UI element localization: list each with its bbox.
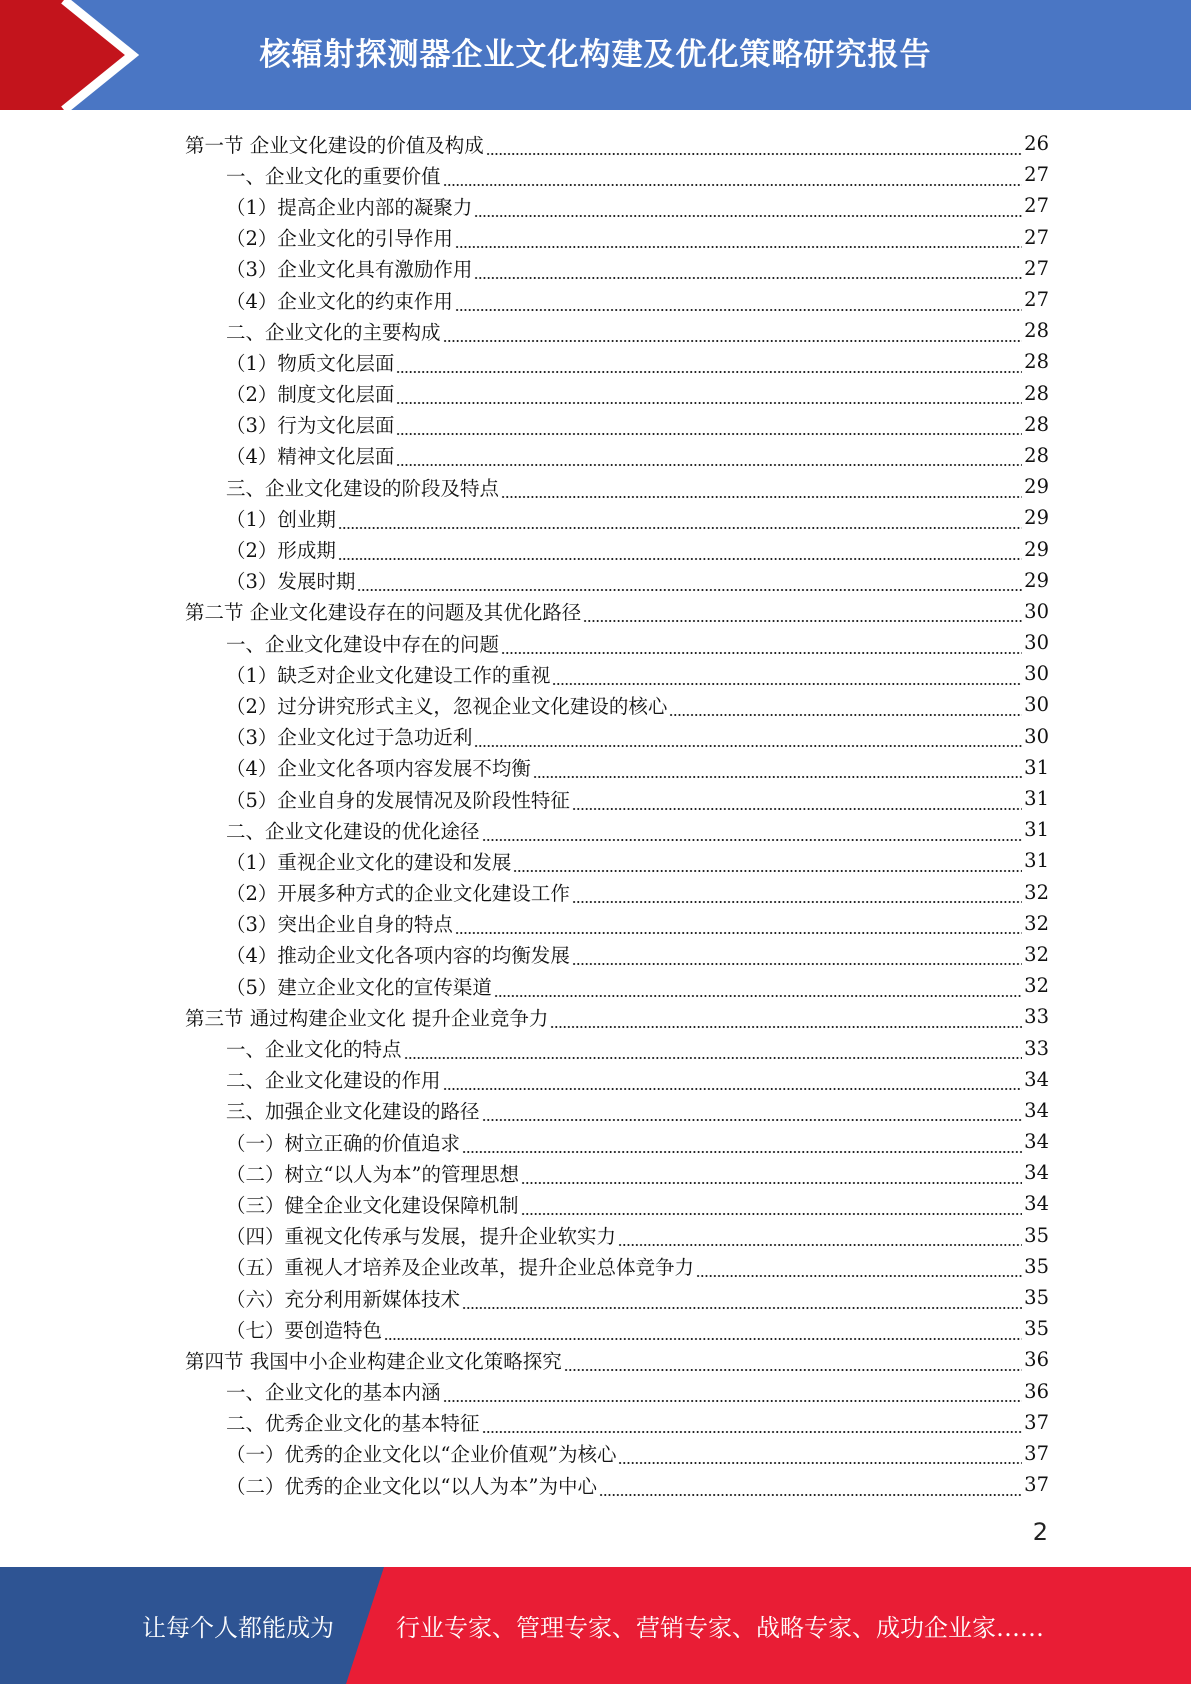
toc-entry-title: （1）重视企业文化的建设和发展 [226, 850, 512, 874]
toc-dot-leader [501, 481, 1022, 499]
toc-entry[interactable] [185, 1344, 1049, 1375]
toc-entry-page: 32 [1024, 911, 1049, 935]
toc-entry-page: 30 [1024, 599, 1049, 623]
toc-dot-leader [583, 605, 1022, 623]
toc-entry-page: 33 [1024, 1005, 1049, 1029]
toc-dot-leader [669, 699, 1022, 717]
toc-dot-leader [443, 169, 1023, 187]
footer-slogan-left: 让每个人都能成为 [142, 1614, 334, 1642]
toc-entry-page: 27 [1024, 194, 1049, 218]
toc-entry-page: 31 [1024, 849, 1049, 873]
toc-entry-page: 35 [1024, 1286, 1049, 1310]
toc-entry-title: （七）要创造特色 [226, 1318, 383, 1342]
toc-dot-leader [564, 1354, 1022, 1372]
toc-entry-page: 30 [1024, 693, 1049, 717]
toc-entry-page: 32 [1024, 880, 1049, 904]
toc-dot-leader [521, 1167, 1022, 1185]
toc-dot-leader [572, 948, 1022, 966]
toc-entry-title: （3）企业文化过于急功近利 [226, 726, 473, 750]
page-number: 2 [1032, 1518, 1048, 1546]
toc-entry-title: 第四节 我国中小企业构建企业文化策略探究 [185, 1349, 562, 1373]
toc-dot-leader [482, 1416, 1023, 1434]
toc-entry-title: 一、企业文化的基本内涵 [226, 1381, 441, 1405]
toc-dot-leader [474, 200, 1022, 218]
footer-slogan-right: 行业专家、管理专家、营销专家、战略专家、成功企业家…… [396, 1614, 1044, 1642]
toc-entry-title: （1）缺乏对企业文化建设工作的重视 [226, 663, 551, 687]
toc-entry-title: （五）重视人才培养及企业改革，提升企业总体竞争力 [226, 1256, 695, 1280]
toc-entry-title: （一）优秀的企业文化以“企业价值观”为核心 [226, 1443, 617, 1467]
toc-entry-page: 34 [1024, 1067, 1049, 1091]
toc-dot-leader [618, 1447, 1022, 1465]
toc-entry[interactable] [185, 1282, 1049, 1313]
toc-entry-page: 34 [1024, 1130, 1049, 1154]
toc-entry-title: （3）企业文化具有激励作用 [226, 258, 473, 282]
toc-entry-title: 一、企业文化的重要价值 [226, 164, 441, 188]
toc-entry-page: 31 [1024, 787, 1049, 811]
toc-entry-page: 27 [1024, 163, 1049, 187]
toc-entry-title: （4）精神文化层面 [226, 445, 395, 469]
toc-entry[interactable] [185, 1469, 1049, 1500]
toc-dot-leader [482, 1104, 1023, 1122]
toc-entry[interactable] [185, 1032, 1049, 1063]
toc-dot-leader [501, 637, 1022, 655]
toc-entry[interactable] [185, 222, 1049, 253]
toc-entry[interactable] [185, 1251, 1049, 1282]
toc-entry-title: （5）企业自身的发展情况及阶段性特征 [226, 788, 570, 812]
toc-entry-page: 35 [1024, 1317, 1049, 1341]
toc-dot-leader [533, 761, 1022, 779]
toc-dot-leader [550, 1011, 1022, 1029]
toc-entry[interactable] [185, 1095, 1049, 1126]
toc-entry[interactable] [185, 970, 1049, 1001]
toc-entry-page: 34 [1024, 1161, 1049, 1185]
toc-entry-title: 二、优秀企业文化的基本特征 [226, 1412, 480, 1436]
toc-dot-leader [482, 824, 1023, 842]
toc-dot-leader [338, 512, 1022, 530]
toc-entry-page: 34 [1024, 1098, 1049, 1122]
toc-entry-title: （5）建立企业文化的宣传渠道 [226, 975, 492, 999]
toc-dot-leader [552, 668, 1022, 686]
toc-entry[interactable] [185, 440, 1049, 471]
toc-entry-page: 35 [1024, 1254, 1049, 1278]
toc-entry-page: 27 [1024, 288, 1049, 312]
toc-entry[interactable] [185, 1407, 1049, 1438]
toc-entry[interactable] [185, 721, 1049, 752]
toc-dot-leader [474, 262, 1022, 280]
toc-dot-leader [396, 449, 1022, 467]
toc-entry[interactable] [185, 1313, 1049, 1344]
toc-dot-leader [396, 356, 1022, 374]
toc-dot-leader [384, 1323, 1022, 1341]
toc-entry-page: 37 [1024, 1441, 1049, 1465]
toc-entry-page: 30 [1024, 631, 1049, 655]
toc-entry[interactable] [185, 908, 1049, 939]
toc-entry-page: 37 [1024, 1473, 1049, 1497]
toc-dot-leader [443, 1073, 1023, 1091]
report-header [0, 0, 1191, 110]
toc-entry-title: 第三节 通过构建企业文化 提升企业竞争力 [185, 1006, 549, 1030]
toc-entry-page: 35 [1024, 1223, 1049, 1247]
toc-dot-leader [462, 1136, 1022, 1154]
toc-entry-page: 28 [1024, 381, 1049, 405]
toc-entry-page: 34 [1024, 1192, 1049, 1216]
toc-entry-page: 31 [1024, 755, 1049, 779]
toc-entry[interactable] [185, 1157, 1049, 1188]
toc-entry-page: 32 [1024, 974, 1049, 998]
toc-entry[interactable] [185, 1376, 1049, 1407]
toc-entry-page: 28 [1024, 443, 1049, 467]
toc-entry-title: （2）企业文化的引导作用 [226, 227, 453, 251]
toc-entry[interactable] [185, 596, 1049, 627]
report-title: 核辐射探测器企业文化构建及优化策略研究报告 [259, 36, 932, 73]
toc-entry-title: （三）健全企业文化建设保障机制 [226, 1193, 519, 1217]
toc-entry[interactable] [185, 845, 1049, 876]
toc-entry[interactable] [185, 159, 1049, 190]
toc-entry-page: 28 [1024, 350, 1049, 374]
toc-dot-leader [404, 1042, 1023, 1060]
toc-entry[interactable] [185, 378, 1049, 409]
toc-entry-title: （2）开展多种方式的企业文化建设工作 [226, 882, 570, 906]
toc-entry[interactable] [185, 346, 1049, 377]
toc-dot-leader [396, 418, 1022, 436]
toc-entry-title: 三、企业文化建设的阶段及特点 [226, 476, 500, 500]
toc-entry[interactable] [185, 752, 1049, 783]
toc-entry-page: 33 [1024, 1036, 1049, 1060]
toc-entry-title: 二、企业文化的主要构成 [226, 320, 441, 344]
toc-dot-leader [396, 387, 1022, 405]
toc-entry-page: 30 [1024, 724, 1049, 748]
toc-entry-page: 29 [1024, 568, 1049, 592]
toc-entry[interactable] [185, 689, 1049, 720]
toc-entry-title: （2）过分讲究形式主义，忽视企业文化建设的核心 [226, 694, 668, 718]
toc-entry-title: （1）物质文化层面 [226, 351, 395, 375]
toc-entry[interactable] [185, 658, 1049, 689]
toc-dot-leader [462, 1292, 1022, 1310]
toc-dot-leader [599, 1479, 1022, 1497]
toc-dot-leader [572, 793, 1022, 811]
toc-entry-page: 30 [1024, 662, 1049, 686]
toc-entry[interactable] [185, 565, 1049, 596]
toc-entry-title: 第二节 企业文化建设存在的问题及其优化路径 [185, 601, 582, 625]
toc-entry-title: （一）树立正确的价值追求 [226, 1131, 461, 1155]
toc-entry[interactable] [185, 814, 1049, 845]
toc-entry-page: 32 [1024, 942, 1049, 966]
toc-entry-page: 37 [1024, 1410, 1049, 1434]
toc-entry[interactable] [185, 471, 1049, 502]
toc-entry[interactable] [185, 877, 1049, 908]
toc-dot-leader [338, 543, 1022, 561]
toc-entry-title: （2）制度文化层面 [226, 383, 395, 407]
toc-entry[interactable] [185, 783, 1049, 814]
toc-entry[interactable] [185, 190, 1049, 221]
toc-entry-title: 一、企业文化建设中存在的问题 [226, 632, 500, 656]
toc-dot-leader [443, 325, 1023, 343]
table-of-contents [185, 128, 1049, 1500]
toc-entry-title: （二）树立“以人为本”的管理思想 [226, 1162, 519, 1186]
toc-entry[interactable] [185, 533, 1049, 564]
toc-entry[interactable] [185, 1438, 1049, 1469]
toc-dot-leader [513, 855, 1022, 873]
footer-banner [0, 1567, 1191, 1684]
toc-entry[interactable] [185, 315, 1049, 346]
toc-entry-title: 三、加强企业文化建设的路径 [226, 1100, 480, 1124]
toc-entry[interactable] [185, 1126, 1049, 1157]
toc-entry-title: （3）发展时期 [226, 570, 356, 594]
toc-entry-title: （二）优秀的企业文化以“以人为本”为中心 [226, 1474, 597, 1498]
toc-dot-leader [455, 294, 1022, 312]
toc-entry[interactable] [185, 627, 1049, 658]
toc-dot-leader [494, 980, 1022, 998]
toc-entry-title: （4）推动企业文化各项内容的均衡发展 [226, 944, 570, 968]
toc-entry-page: 36 [1024, 1348, 1049, 1372]
toc-entry-title: （4）企业文化的约束作用 [226, 289, 453, 313]
toc-entry[interactable] [185, 939, 1049, 970]
toc-entry-page: 36 [1024, 1379, 1049, 1403]
toc-entry-title: （四）重视文化传承与发展，提升企业软实力 [226, 1225, 617, 1249]
toc-dot-leader [696, 1260, 1022, 1278]
toc-entry-page: 27 [1024, 225, 1049, 249]
toc-entry-title: （六）充分利用新媒体技术 [226, 1287, 461, 1311]
toc-entry-title: 一、企业文化的特点 [226, 1038, 402, 1062]
toc-entry[interactable] [185, 128, 1049, 159]
toc-entry-page: 29 [1024, 537, 1049, 561]
toc-dot-leader [357, 574, 1022, 592]
toc-entry[interactable] [185, 253, 1049, 284]
toc-entry-title: 二、企业文化建设的优化途径 [226, 819, 480, 843]
toc-dot-leader [486, 138, 1022, 156]
toc-entry-title: （3）突出企业自身的特点 [226, 913, 453, 937]
toc-entry-page: 28 [1024, 319, 1049, 343]
toc-dot-leader [443, 1385, 1023, 1403]
toc-entry-page: 29 [1024, 506, 1049, 530]
toc-entry[interactable] [185, 284, 1049, 315]
toc-dot-leader [455, 231, 1022, 249]
toc-entry-title: （1）提高企业内部的凝聚力 [226, 195, 473, 219]
toc-entry-page: 29 [1024, 475, 1049, 499]
toc-entry-title: （4）企业文化各项内容发展不均衡 [226, 757, 531, 781]
toc-entry-title: （1）创业期 [226, 507, 336, 531]
toc-entry-title: 第一节 企业文化建设的价值及构成 [185, 133, 484, 157]
toc-dot-leader [572, 886, 1022, 904]
toc-entry-title: 二、企业文化建设的作用 [226, 1069, 441, 1093]
toc-entry-page: 26 [1024, 132, 1049, 156]
toc-entry[interactable] [185, 502, 1049, 533]
toc-entry-page: 31 [1024, 818, 1049, 842]
toc-entry-title: （3）行为文化层面 [226, 414, 395, 438]
toc-entry[interactable] [185, 1064, 1049, 1095]
toc-entry-page: 27 [1024, 256, 1049, 280]
toc-dot-leader [474, 730, 1022, 748]
toc-dot-leader [618, 1229, 1022, 1247]
toc-entry[interactable] [185, 409, 1049, 440]
toc-entry[interactable] [185, 1220, 1049, 1251]
toc-dot-leader [455, 917, 1022, 935]
toc-entry[interactable] [185, 1188, 1049, 1219]
toc-entry[interactable] [185, 1001, 1049, 1032]
toc-entry-title: （2）形成期 [226, 539, 336, 563]
toc-entry-page: 28 [1024, 412, 1049, 436]
toc-dot-leader [521, 1198, 1023, 1216]
